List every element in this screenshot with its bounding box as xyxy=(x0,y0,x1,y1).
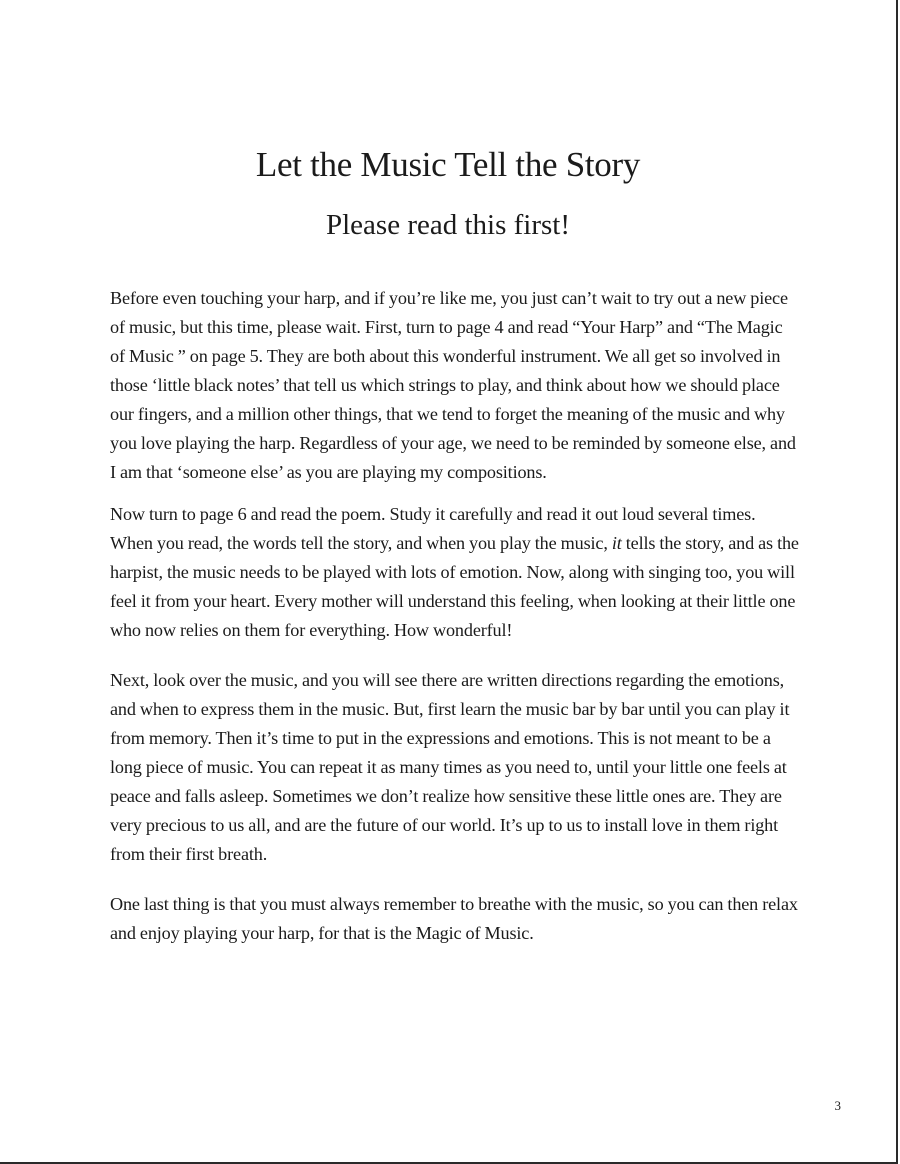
body-text xyxy=(110,284,800,948)
paragraph-poem-text-end: tells the story, and as the harpist, the music needs to be played with lots of emotion. Now, along with singing too, you will feel it from your heart. Every mother will understand this feeling, when looking at their little one who now relies on them for everything. How wonderful! xyxy=(110,533,799,640)
paragraph-intro: Before even touching your harp, and if you’re like me, you just can’t wait to try out a new piece of music, but this time, please wait. First, turn to page 4 and read “Your Harp” and “The Magic of Music ” on page 5. They are both about this wonderful instrument. We all get so involved in those ‘little black notes’ that tell us which strings to play, and think about how we should place our fingers, and a million other things, that we tend to forget the meaning of the music and why you love playing the harp. Regardless of your age, we need to be reminded by someone else, and I am that ‘someone else’ as you are playing my compositions. xyxy=(110,288,796,482)
paragraph-music-directions: Next, look over the music, and you will see there are written directions regarding the emotions, and when to express them in the music. But, first learn the music bar by bar until you can play it from memory. Then it’s time to put in the expressions and emotions. This is not meant to be a long piece of music. You can repeat it as many times as you need to, until your little one feels at peace and falls asleep. Sometimes we don’t realize how sensitive these little ones are. They are very precious to us all, and are the future of our world. It’s up to us to install love in them right from their first breath. xyxy=(110,670,790,864)
paragraph-poem-emphasis: it xyxy=(611,533,622,553)
paragraph-poem-text-start: Now turn to page 6 and read the poem. Study it carefully and read it out loud several times. When you read, the words tell the story, and when you play the music, xyxy=(110,504,756,553)
page-subtitle: Please read this first! xyxy=(325,209,570,241)
paragraph-breathe: One last thing is that you must always remember to breathe with the music, so you can then relax and enjoy playing your harp, for that is the Magic of Music. xyxy=(110,894,798,943)
page-title: Let the Music Tell the Story xyxy=(255,145,641,184)
page-number: 3 xyxy=(834,1098,841,1113)
paragraph-poem xyxy=(110,500,800,645)
